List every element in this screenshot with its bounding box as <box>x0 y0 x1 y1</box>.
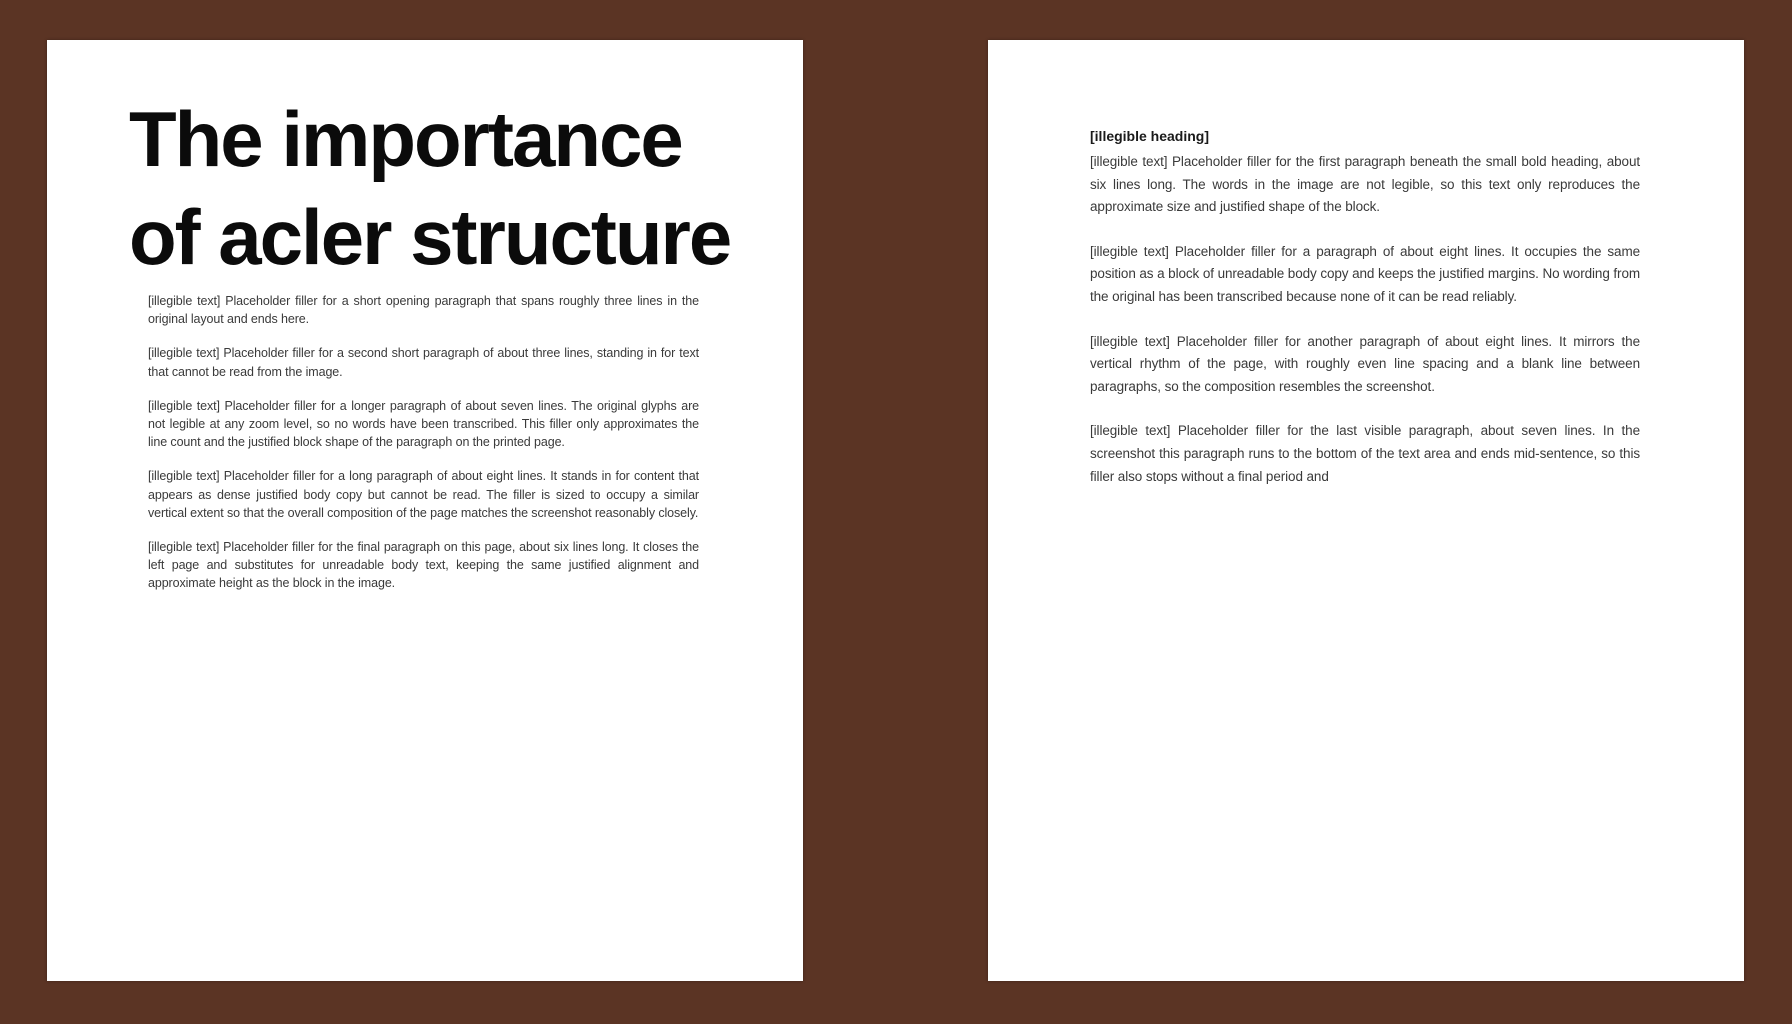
document-title <box>129 90 779 286</box>
right-page <box>988 40 1744 981</box>
paragraph: [illegible text] Placeholder filler for a paragraph of about eight lines. It occupies the same position as a block of unreadable body copy and keeps the justified margins. No wording from the original has been transcribed because none of it can be read reliably. <box>1090 243 1640 304</box>
left-body-text <box>148 292 699 609</box>
right-body-text <box>1090 151 1640 488</box>
title-line-2: of acler structure <box>129 193 731 281</box>
paragraph: [illegible text] Placeholder filler for a long paragraph of about eight lines. It stands in for content that appears as dense justified body copy but cannot be read. The filler is sized to occupy a similar vertical extent so that the overall composition of the page matches the screenshot reasonably closely. <box>148 469 699 520</box>
paragraph: [illegible text] Placeholder filler for a short opening paragraph that spans roughly three lines in the original layout and ends here. <box>148 294 699 327</box>
paragraph: [illegible text] Placeholder filler for the final paragraph on this page, about six lines long. It closes the left page and substitutes for unreadable body text, keeping the same justified alignment and approximate height as the block in the image. <box>148 540 699 591</box>
paragraph: [illegible text] Placeholder filler for the first paragraph beneath the small bold heading, about six lines long. The words in the image are not legible, so this text only reproduces the approximate size and justified shape of the block. <box>1090 154 1640 215</box>
left-page <box>47 40 803 981</box>
paragraph: [illegible text] Placeholder filler for a second short paragraph of about three lines, standing in for text that cannot be read from the image. <box>148 346 699 379</box>
paragraph: [illegible text] Placeholder filler for a longer paragraph of about seven lines. The original glyphs are not legible at any zoom level, so no words have been transcribed. This filler only approximates the line count and the justified block shape of the paragraph on the printed page. <box>148 398 699 450</box>
paragraph: [illegible text] Placeholder filler for the last visible paragraph, about seven lines. In the screenshot this paragraph runs to the bottom of the text area and ends mid-sentence, so this filler also stops without a final period and <box>1090 423 1640 484</box>
title-line-1: The importance <box>129 95 682 183</box>
section-heading: [illegible heading] <box>1090 128 1210 144</box>
paragraph: [illegible text] Placeholder filler for another paragraph of about eight lines. It mirrors the vertical rhythm of the page, with roughly even line spacing and a blank line between paragraphs, so the composition resembles the screenshot. <box>1090 333 1640 394</box>
